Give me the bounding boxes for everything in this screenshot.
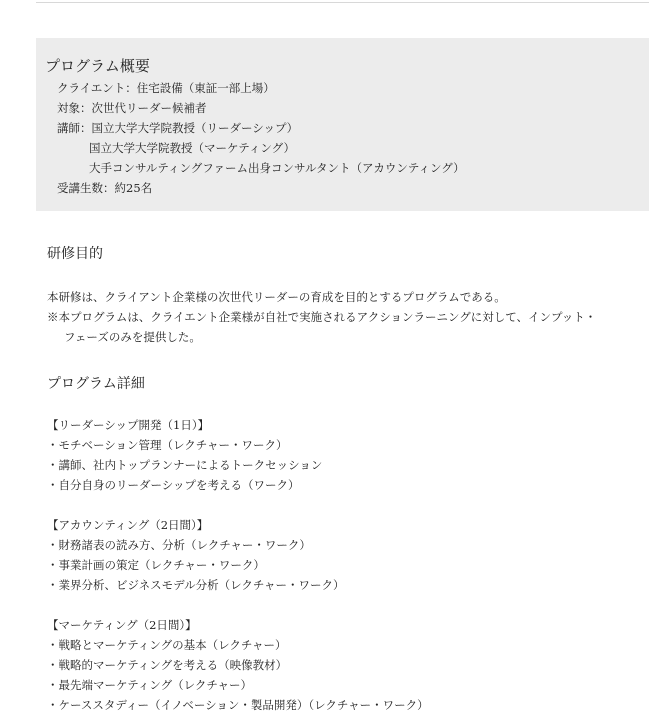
purpose-heading: 研修目的 xyxy=(47,246,103,262)
list-item: ・最先端マーケティング（レクチャー） xyxy=(47,678,253,692)
list-item: ・戦略的マーケティングを考える（映像教材） xyxy=(47,658,288,672)
list-item: ・自分自身のリーダーシップを考える（ワーク） xyxy=(47,478,300,492)
list-item: ・財務諸表の読み方、分析（レクチャー・ワーク） xyxy=(47,538,311,552)
program-overview-box xyxy=(36,38,649,211)
overview-client: クライエント：住宅設備（東証一部上場） xyxy=(57,81,275,95)
list-item: ・モチベーション管理（レクチャー・ワーク） xyxy=(47,438,288,452)
overview-instructor-3: 大手コンサルティングファーム出身コンサルタント（アカウンティング） xyxy=(89,161,465,175)
overview-target: 対象：次世代リーダー候補者 xyxy=(57,101,207,115)
list-item: ・事業計画の策定（レクチャー・ワーク） xyxy=(47,558,265,572)
overview-participants: 受講生数：約25名 xyxy=(57,181,153,195)
list-item: ・ケーススタディー（イノベーション・製品開発）（レクチャー・ワーク） xyxy=(47,698,429,712)
details-heading: プログラム詳細 xyxy=(47,376,145,392)
marketing-title: 【マーケティング（2日間）】 xyxy=(47,618,197,632)
top-divider xyxy=(36,2,649,3)
list-item: ・戦略とマーケティングの基本（レクチャー） xyxy=(47,638,287,652)
overview-title: プログラム概要 xyxy=(45,57,150,75)
overview-instructor-2: 国立大学大学院教授（マーケティング） xyxy=(89,141,295,155)
leadership-title: 【リーダーシップ開発（1日）】 xyxy=(47,418,210,432)
overview-instructor-1: 講師：国立大学大学院教授（リーダーシップ） xyxy=(57,121,299,135)
purpose-line-2: ※本プログラムは、クライエント企業様が自社で実施されるアクションラーニングに対して、インプット・ xyxy=(47,310,597,324)
accounting-title: 【アカウンティング（2日間）】 xyxy=(47,518,209,532)
purpose-line-3: フェーズのみを提供した。 xyxy=(64,330,201,344)
list-item: ・講師、社内トップランナーによるトークセッション xyxy=(47,458,323,472)
list-item: ・業界分析、ビジネスモデル分析（レクチャー・ワーク） xyxy=(47,578,345,592)
purpose-line-1: 本研修は、クライアント企業様の次世代リーダーの育成を目的とするプログラムである。 xyxy=(47,290,506,304)
